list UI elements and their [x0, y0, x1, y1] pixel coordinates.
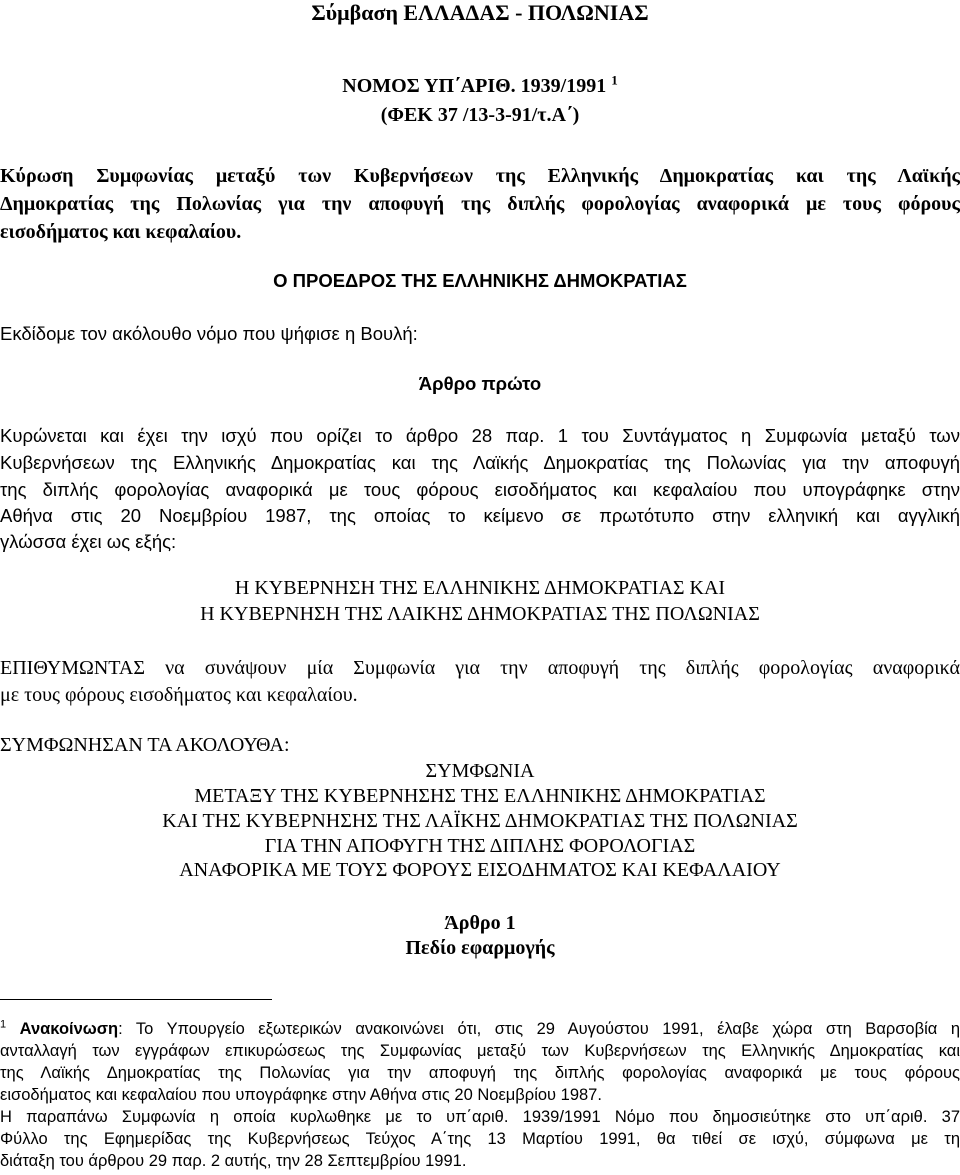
footnote-line-4: εισοδήματος και κεφαλαίου που υπογράφηκε στην Αθήνα στις 20 Νοεμβρίου 1987. — [0, 1086, 602, 1104]
agreement-title-line-3: ΚΑΙ ΤΗΣ ΚΥΒΕΡΝΗΣΗΣ ΤΗΣ ΛΑΪΚΗΣ ΔΗΜΟΚΡΑΤΙΑΣ ΤΗΣ ΠΟΛΩΝΙΑΣ — [162, 810, 798, 832]
agreement-title-line-1: ΣΥΜΦΩΝΙΑ — [425, 760, 535, 782]
footnote-line-7: διάταξη του άρθρου 29 παρ. 2 αυτής, την 28 Σεπτεμβρίου 1991. — [0, 1152, 467, 1170]
footnote-line-1 — [0, 1019, 960, 1041]
law-number-text: ΝΟΜΟΣ ΥΠ΄ΑΡΙΘ. 1939/1991 — [342, 75, 607, 97]
agreement-title-line-2: ΜΕΤΑΞΥ ΤΗΣ ΚΥΒΕΡΝΗΣΗΣ ΤΗΣ ΕΛΛΗΝΙΚΗΣ ΔΗΜΟΚΡΑΤΙΑΣ — [194, 785, 766, 807]
footnote-line-5: Η παραπάνω Συμφωνία η οποία κυρλωθηκε με το υπ΄αριθ. 1939/1991 Νόμο που δημοσιεύτηκε στο υπ΄αριθ. 37 — [0, 1108, 960, 1126]
article-first-heading: Άρθρο πρώτο — [418, 373, 542, 394]
agreement-title-line-5: ΑΝΑΦΟΡΙΚΑ ΜΕ ΤΟΥΣ ΦΟΡΟΥΣ ΕΙΣΟΔΗΜΑΤΟΣ ΚΑΙ ΚΕΦΑΛΑΙΟΥ — [179, 859, 781, 881]
gazette-reference: (ΦΕΚ 37 /13-3-91/τ.Α΄) — [380, 104, 580, 126]
footnote-number: 1 — [0, 1018, 7, 1031]
promulgation-text: Εκδίδομε τον ακόλουθο νόμο που ψήφισε η Βουλή: — [0, 323, 418, 344]
footnote-reference[interactable]: 1 — [611, 72, 618, 88]
parties-line-2: Η ΚΥΒΕΡΝΗΣΗ ΤΗΣ ΛΑΙΚΗΣ ΔΗΜΟΚΡΑΤΙΑΣ ΤΗΣ ΠΟΛΩΝΙΑΣ — [200, 603, 760, 625]
footnote-label: Ανακοίνωση — [19, 1020, 119, 1038]
footnote-line-1-text: : Το Υπουργείο εξωτερικών ανακοινώνει ότι, στις 29 Αυγούστου 1991, έλαβε χώρα στη Βαρσοβία η — [118, 1020, 960, 1038]
subject-line-1: Κύρωση Συμφωνίας μεταξύ των Κυβερνήσεων της Ελληνικής Δημοκρατίας και της Λαϊκής — [0, 165, 960, 187]
agreement-title-line-4: ΓΙΑ ΤΗΝ ΑΠΟΦΥΓΗ ΤΗΣ ΔΙΠΛΗΣ ΦΟΡΟΛΟΓΙΑΣ — [264, 835, 696, 857]
article-first-para-line-4: Αθήνα στις 20 Νοεμβρίου 1987, της οποίας το κείμενο σε πρωτότυπο στην ελληνική και αγγλική — [0, 505, 960, 526]
footnote-line-2: ανταλλαγή των εγγράφων επικυρώσεως της Συμφωνίας μεταξύ των Κυβερνήσεων της Ελληνικής Δημοκρατίας και — [0, 1042, 960, 1060]
article-1-heading: Άρθρο 1 — [444, 912, 516, 934]
president-heading: Ο ΠΡΟΕΔΡΟΣ ΤΗΣ ΕΛΛΗΝΙΚΗΣ ΔΗΜΟΚΡΑΤΙΑΣ — [273, 270, 687, 291]
footnote-separator — [0, 999, 272, 1000]
footnote-line-6: Φύλλο της Εφημερίδας της Κυβερνήσεως Τεύχος Α΄της 13 Μαρτίου 1991, θα τιθεί σε ισχύ, σύμφωνα με τη — [0, 1130, 960, 1148]
article-first-para-line-3: της διπλής φορολογίας αναφορικά με τους φόρους εισοδήματος και κεφαλαίου που υπογράφηκε στην — [0, 479, 960, 500]
subject-line-3: εισοδήματος και κεφαλαίου. — [0, 221, 242, 243]
article-first-para-line-1: Κυρώνεται και έχει την ισχύ που ορίζει το άρθρο 28 παρ. 1 του Συντάγματος η Συμφωνία μεταξύ των — [0, 425, 960, 446]
article-1-subheading: Πεδίο εφαρμογής — [405, 937, 555, 959]
agreed-heading: ΣΥΜΦΩΝΗΣΑΝ ΤΑ ΑΚΟΛΟΥΘΑ: — [0, 734, 290, 756]
law-number — [0, 74, 960, 98]
footnote-line-3: της Λαϊκής Δημοκρατίας της Πολωνίας για την αποφυγή της διπλής φορολογίας αναφορικά με τους φόρους — [0, 1064, 960, 1082]
subject-line-2: Δημοκρατίας της Πολωνίας για την αποφυγή της διπλής φορολογίας αναφορικά με τους φόρους — [0, 193, 960, 215]
document-title: Σύμβαση ΕΛΛΑΔΑΣ - ΠΟΛΩΝΙΑΣ — [311, 0, 649, 25]
desiring-line-1: ΕΠΙΘΥΜΩΝΤΑΣ να συνάψουν μία Συμφωνία για την αποφυγή της διπλής φορολογίας αναφορικά — [0, 657, 960, 679]
article-first-para-line-5: γλώσσα έχει ως εξής: — [0, 531, 177, 552]
parties-line-1: Η ΚΥΒΕΡΝΗΣΗ ΤΗΣ ΕΛΛΗΝΙΚΗΣ ΔΗΜΟΚΡΑΤΙΑΣ ΚΑΙ — [234, 577, 726, 599]
desiring-line-2: με τους φόρους εισοδήματος και κεφαλαίου. — [0, 684, 358, 706]
article-first-para-line-2: Κυβερνήσεων της Ελληνικής Δημοκρατίας και της Λαϊκής Δημοκρατίας της Πολωνίας για την αποφυγή — [0, 452, 960, 473]
